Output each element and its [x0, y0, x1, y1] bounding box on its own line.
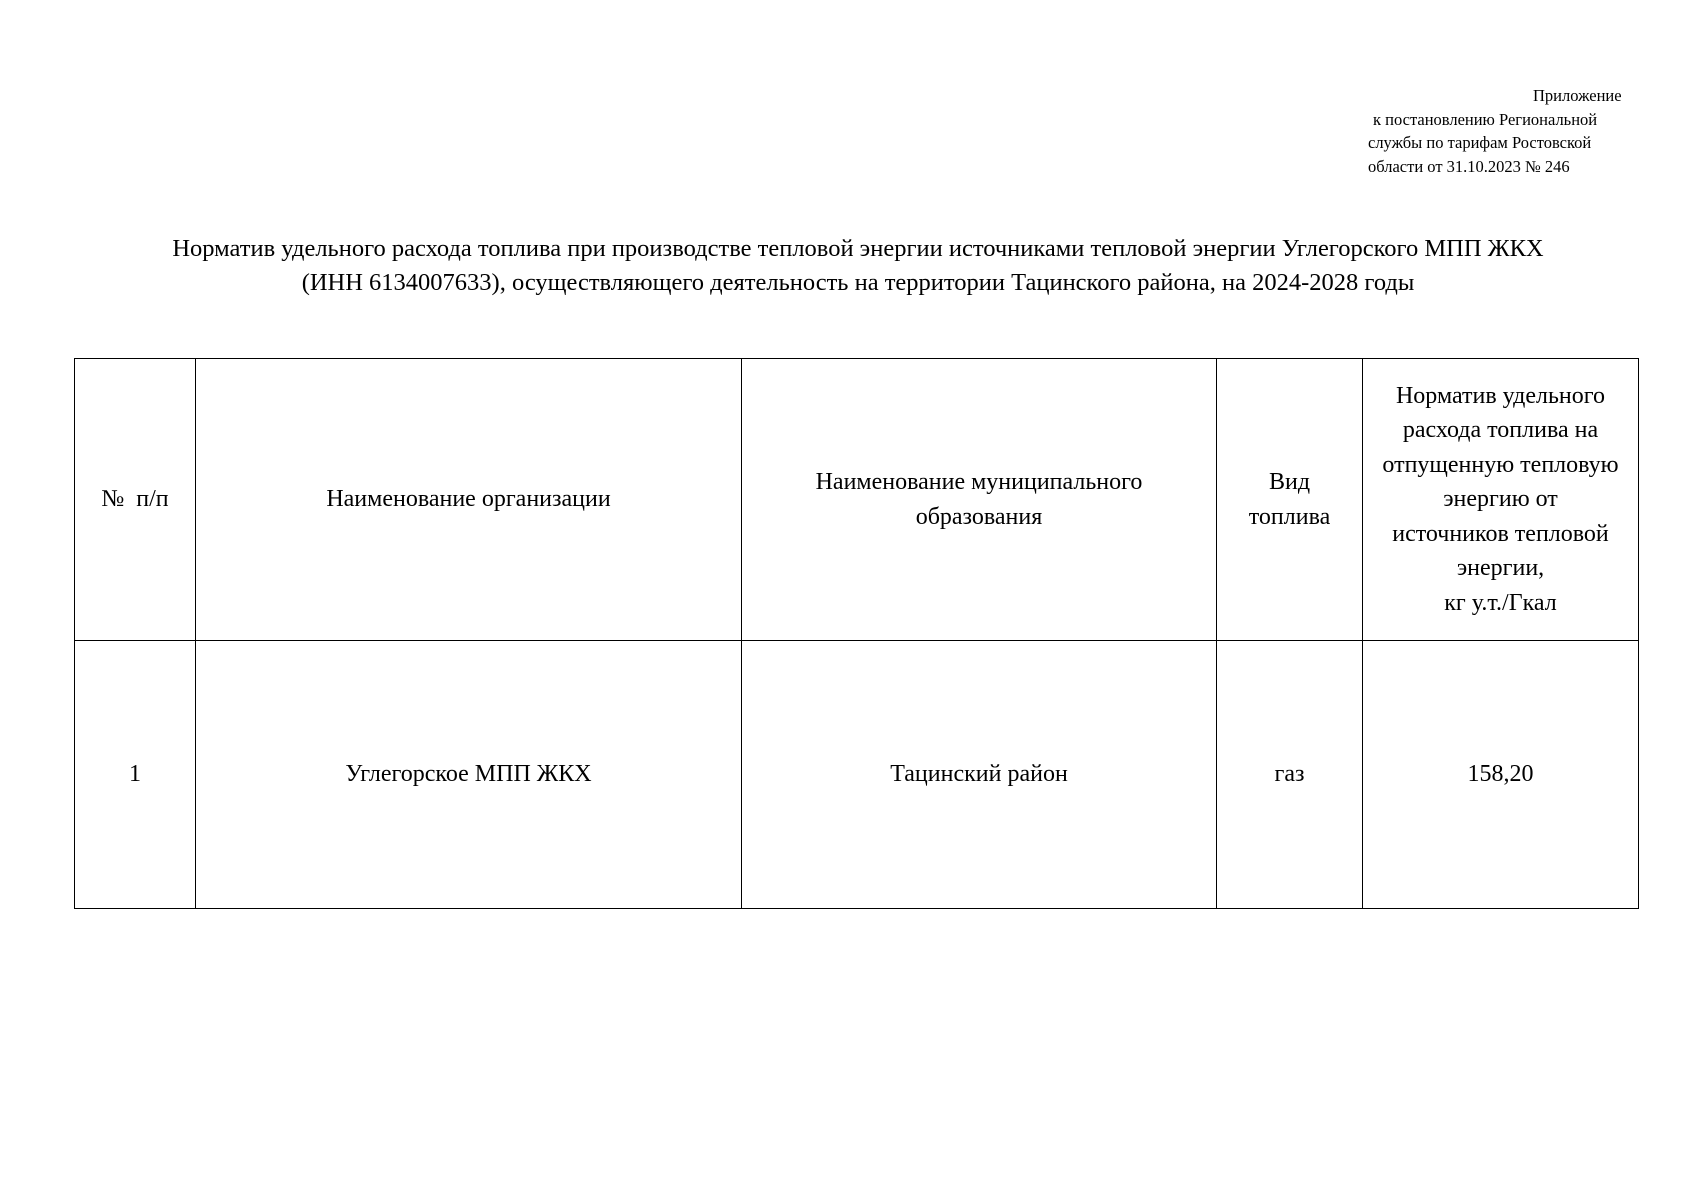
- header-municipality-line-2: образования: [915, 503, 1043, 530]
- header-norm-line: расхода топлива на: [1402, 417, 1599, 444]
- header-norm-line: кг у.т./Гкал: [1444, 589, 1557, 616]
- header-fuel-line-2: топлива: [1248, 503, 1331, 530]
- cell-organization: Углегорское МПП ЖКХ: [196, 641, 742, 909]
- header-organization: Наименование организации: [196, 359, 742, 641]
- norm-table: [74, 358, 1639, 909]
- header-norm-line: источников тепловой: [1392, 520, 1609, 547]
- appendix-line-1: Приложение: [1533, 86, 1622, 105]
- header-norm-line: отпущенную тепловую: [1382, 451, 1619, 478]
- appendix-line-2: к постановлению Региональной: [1373, 109, 1598, 129]
- appendix-line-4: области от 31.10.2023 № 246: [1368, 156, 1570, 176]
- cell-municipality: Тацинский район: [742, 641, 1217, 909]
- title-line-1: Норматив удельного расхода топлива при производстве тепловой энергии источниками тепловой энергии Углегорского МПП ЖКХ: [172, 235, 1544, 262]
- appendix-note: [1368, 84, 1668, 178]
- title-line-2: (ИНН 6134007633), осуществляющего деятельность на территории Тацинского района, на 2024-2028 годы: [301, 269, 1415, 296]
- header-fuel-type: [1217, 359, 1363, 641]
- cell-num: 1: [75, 641, 196, 909]
- header-municipality: [742, 359, 1217, 641]
- header-fuel-line-1: Вид: [1268, 469, 1311, 495]
- header-norm-line: Норматив удельного: [1395, 382, 1606, 409]
- header-norm: [1363, 359, 1639, 641]
- appendix-line-3: службы по тарифам Ростовской: [1368, 133, 1592, 152]
- document-title: [60, 232, 1656, 300]
- cell-fuel-type: газ: [1217, 641, 1363, 909]
- header-municipality-line-1: Наименование муниципального: [815, 469, 1143, 495]
- cell-norm-value: 158,20: [1363, 641, 1639, 909]
- header-norm-line: энергию от: [1443, 486, 1558, 513]
- table-row: [75, 641, 1639, 909]
- table-header-row: [75, 359, 1639, 641]
- header-num: № п/п: [75, 359, 196, 641]
- header-norm-line: энергии,: [1456, 555, 1545, 582]
